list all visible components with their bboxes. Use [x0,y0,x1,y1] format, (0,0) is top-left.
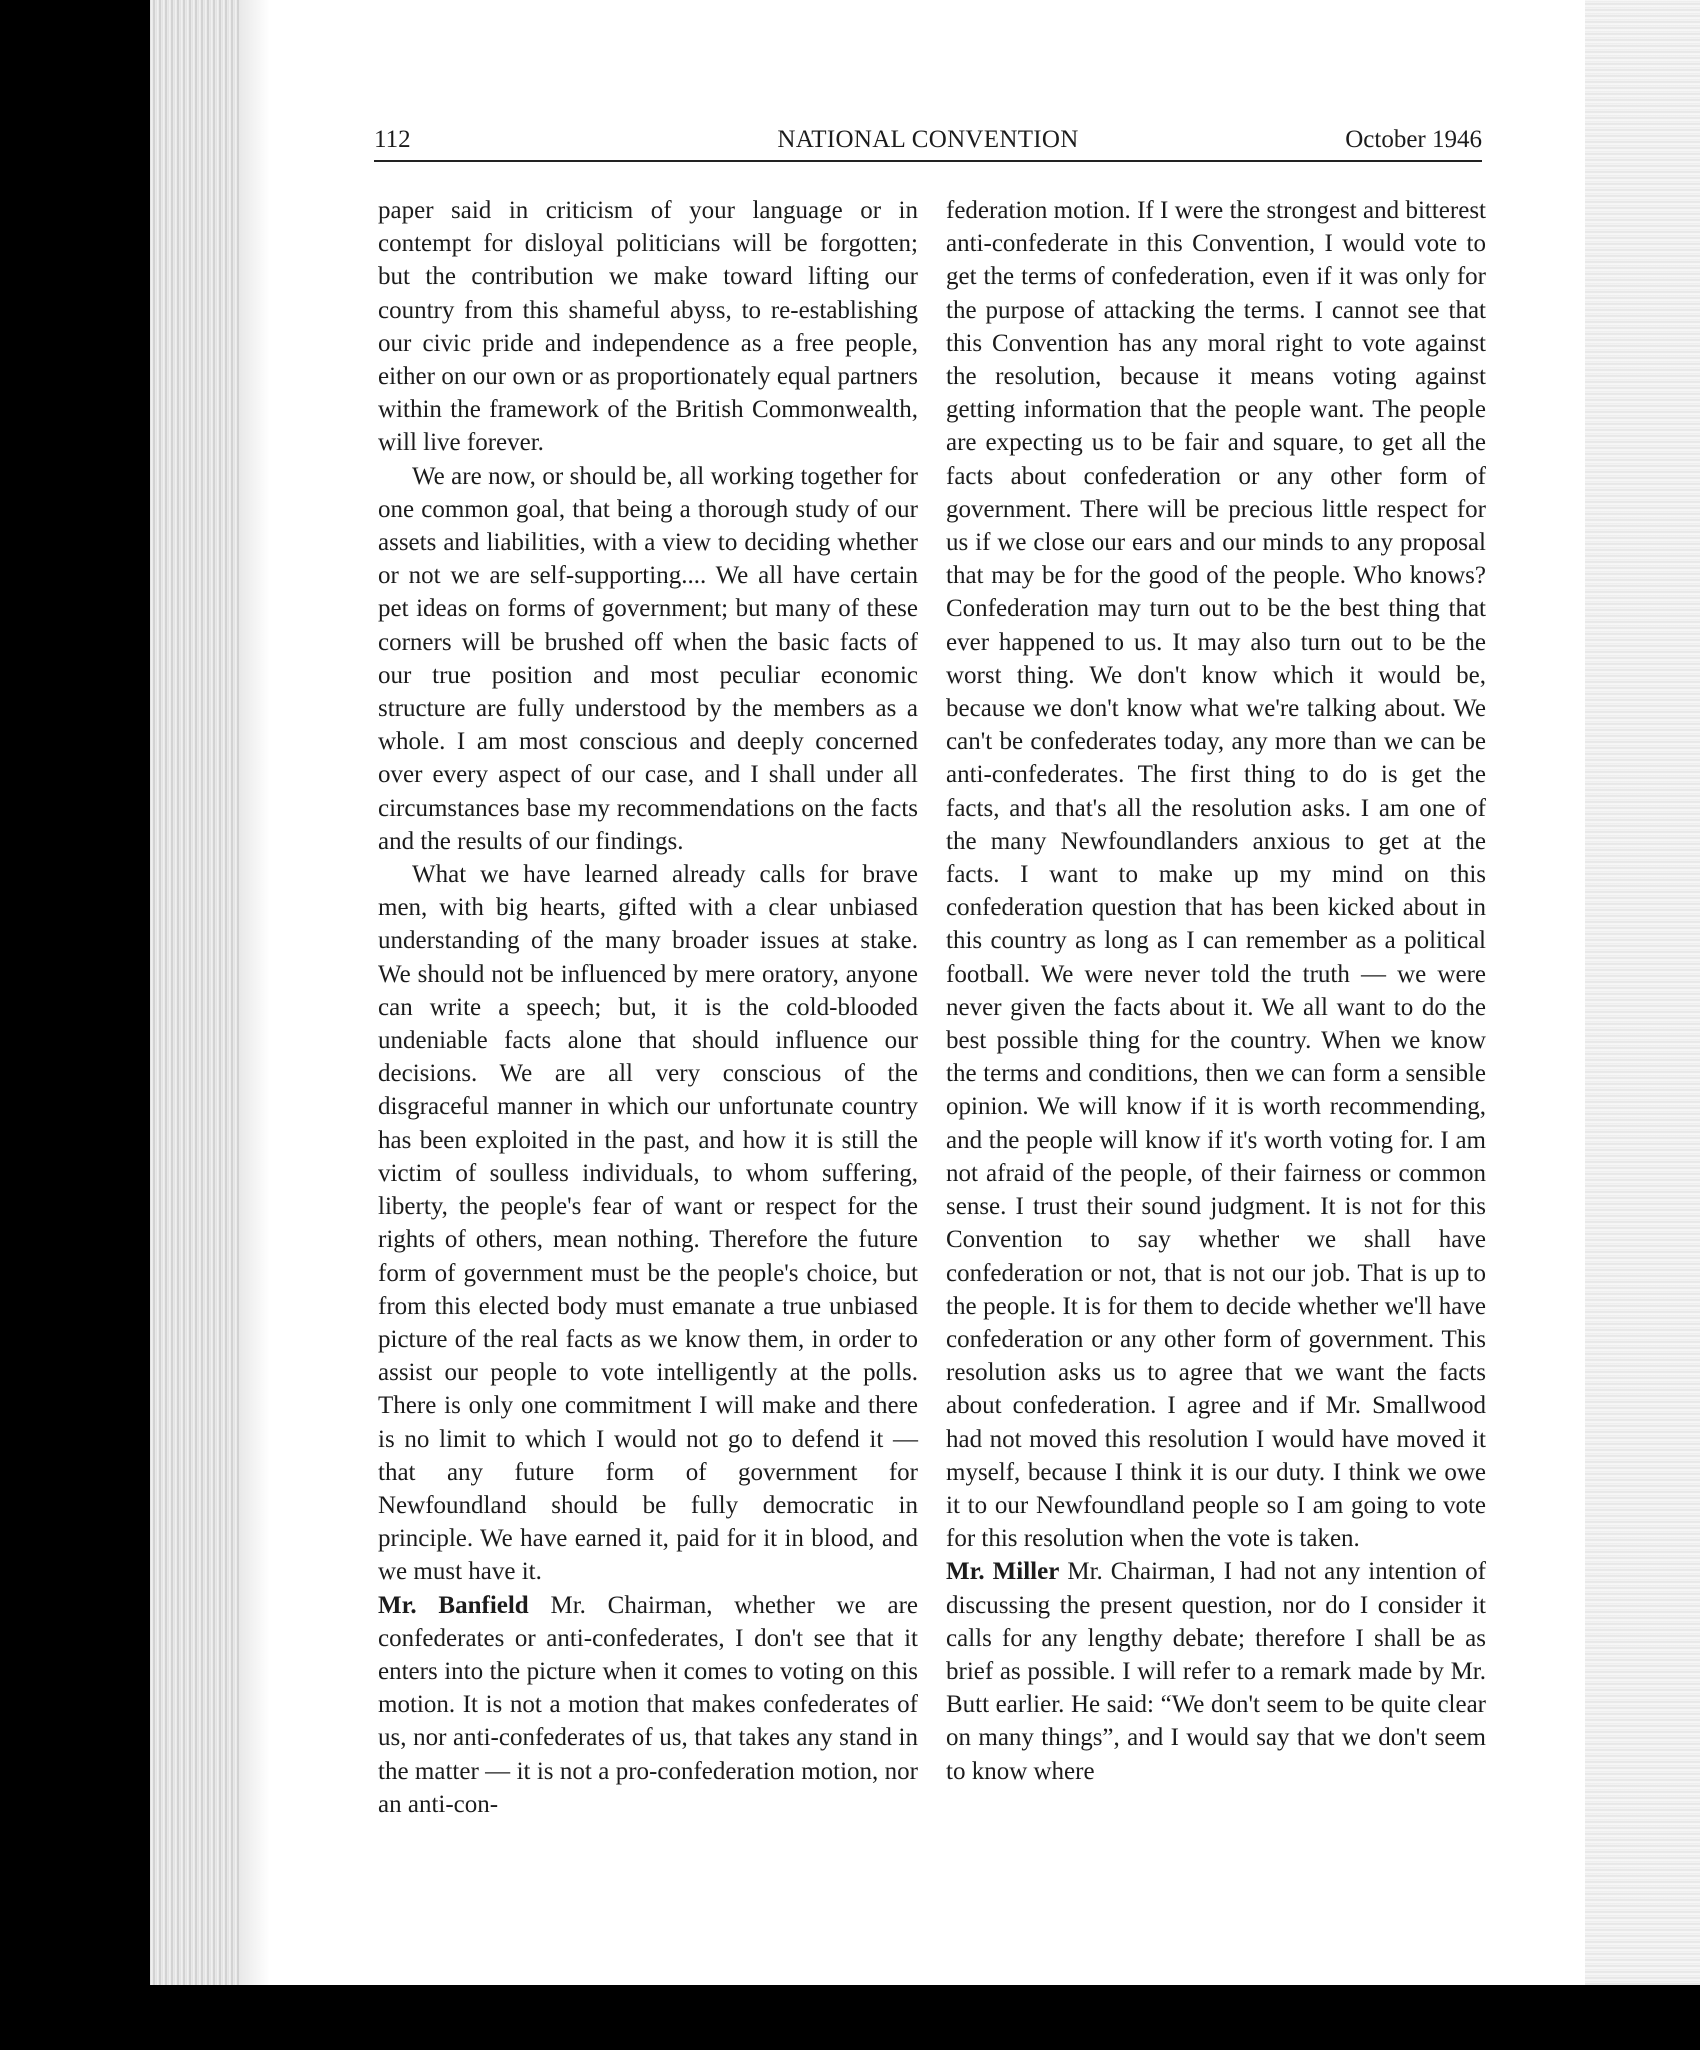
page-number: 112 [374,126,411,153]
paragraph: paper said in criticism of your language or in contempt for disloyal politicians will be forgotten; but the contribution we make toward lifting our country from this shameful abyss, to re-establishing our civic pride and independence as a free people, either on our own or as proportionately equal partners within the framework of the British Commonwealth, will live forever. [378,197,918,457]
speech-paragraph [378,1589,918,1821]
scan-border-left [0,0,150,2050]
paragraph: We are now, or should be, all working together for one common goal, that being a thorough study of our assets and liabilities, with a view to deciding whether or not we are self-supporting.... We all have certain pet ideas on forms of government; but many of these corners will be brushed off when the basic facts of our true position and most peculiar economic structure are fully understood by the members as a whole. I am most conscious and deeply concerned over every aspect of our case, and I shall under all circumstances base my recommendations on the facts and the results of our findings. [378,462,918,855]
speech-paragraph [946,1555,1486,1787]
header-date: October 1946 [1345,126,1482,153]
page-edge-right [1585,0,1700,2000]
scan-border-bottom [0,1985,1700,2050]
speech-text: Mr. Chairman, I had not any intention of discussing the present question, nor do I consider it calls for any lengthy debate; therefore I shall be as brief as possible. I will refer to a remark made by Mr. Butt earlier. He said: “We don't seem to be quite clear on many things”, and I would say that we don't seem to know where [946,1558,1486,1785]
paragraph: What we have learned already calls for brave men, with big hearts, gifted with a clear unbiased understanding of the many broader issues at stake. We should not be influenced by mere oratory, anyone can write a speech; but, it is the cold-blooded undeniable facts alone that should influence our decisions. We are all very conscious of the disgraceful manner in which our unfortunate country has been exploited in the past, and how it is still the victim of soulless individuals, to whom suffering, liberty, the people's fear of want or respect for the rights of others, mean nothing. Therefore the future form of government must be the people's choice, but from this elected body must emanate a true unbiased picture of the real facts as we know them, in order to assist our people to vote intelligently at the polls. There is only one commitment I will make and there is no limit to which I would not go to defend it — that any future form of government for Newfoundland should be fully democratic in principle. We have earned it, paid for it in blood, and we must have it. [378,861,918,1586]
running-header [374,126,1482,162]
running-title: NATIONAL CONVENTION [777,126,1079,153]
speaker-name: Mr. Banfield [378,1591,529,1619]
speech-text: Mr. Chairman, whether we are confederates or anti-confederates, I don't see that it enters into the picture when it comes to voting on this motion. It is not a motion that makes confederates of us, nor anti-confederates of us, that takes any stand in the matter — it is not a pro-confederation motion, nor an anti-con- [378,1591,918,1818]
left-column [378,194,918,1821]
spine-gradient [240,0,270,2000]
paragraph: federation motion. If I were the strongest and bitterest anti-confederate in this Convention, I would vote to get the terms of confederation, even if it was only for the purpose of attacking the terms. I cannot see that this Convention has any moral right to vote against the resolution, because it means voting against getting information that the people want. The people are expecting us to be fair and square, to get all the facts about confederation or any other form of government. There will be precious little respect for us if we close our ears and our minds to any proposal that may be for the good of the people. Who knows? Confederation may turn out to be the best thing that ever happened to us. It may also turn out to be the worst thing. We don't know which it would be, because we don't know what we're talking about. We can't be confederates today, any more than we can be anti-confederates. The first thing to do is get the facts, and that's all the resolution asks. I am one of the many Newfoundlanders anxious to get at the facts. I want to make up my mind on this confederation question that has been kicked about in this country as long as I can remember as a political football. We were never told the truth — we were never given the facts about it. We all want to do the best possible thing for the country. When we know the terms and conditions, then we can form a sensible opinion. We will know if it is worth recommending, and the people will know if it's worth voting for. I am not afraid of the people, of their fairness or common sense. I trust their sound judgment. It is not for this Convention to say whether we shall have confederation or not, that is not our job. That is up to the people. It is for them to decide whether we'll have confederation or any other form of government. This resolution asks us to agree that we want the facts about confederation. I agree and if Mr. Smallwood had not moved this resolution I would have moved it myself, because I think it is our duty. I think we owe it to our Newfoundland people so I am going to vote for this resolution when the vote is taken. [946,197,1486,1553]
speaker-name: Mr. Miller [946,1558,1060,1586]
right-column [946,194,1486,1788]
book-spine-shadow [150,0,240,2000]
